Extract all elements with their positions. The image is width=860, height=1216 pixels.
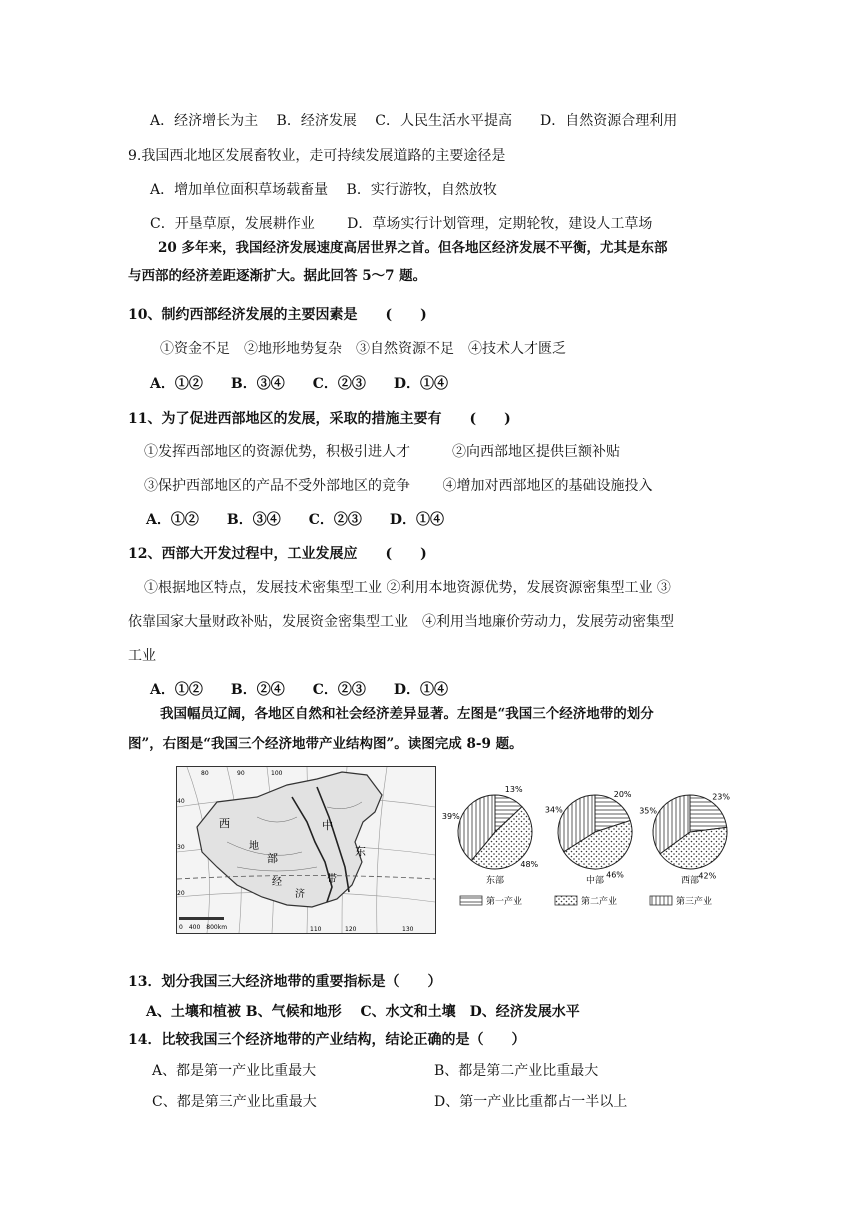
map-label-west2: 部 xyxy=(267,852,278,865)
pie-value-label-central-primary: 20% xyxy=(613,789,632,799)
q13-options: A、土壤和植被 B、气候和地形 C、水文和土壤 D、经济发展水平 xyxy=(146,1004,580,1020)
passage2-line-2: 图”，右图是“我国三个经济地带产业结构图”。读图完成 8-9 题。 xyxy=(128,736,523,752)
pie-name-east: 东部 xyxy=(485,876,505,886)
pie-value-label-east-secondary: 48% xyxy=(520,860,539,870)
q8-options: A．经济增长为主 B．经济发展 C．人民生活水平提高 D．自然资源合理利用 xyxy=(150,113,678,129)
q12-items-2: 依靠国家大量财政补贴，发展资金密集型工业 ④利用当地廉价劳动力，发展劳动密集型 xyxy=(128,614,674,630)
pie-name-central: 中部 xyxy=(585,876,605,886)
pie-name-west: 西部 xyxy=(680,876,700,886)
legend-swatch-secondary xyxy=(555,896,577,905)
map-label-ji: 济 xyxy=(295,889,305,900)
q11-options: A．①② B．③④ C．②③ D．①④ xyxy=(146,512,444,528)
q14-option-b: B、都是第二产业比重最大 xyxy=(434,1063,599,1079)
pie-value-label-west-tertiary: 35% xyxy=(639,806,658,816)
q12-items-1: ①根据地区特点，发展技术密集型工业 ②利用本地资源优势，发展资源密集型工业 ③ xyxy=(144,580,671,596)
map-tick-lat-40: 40 xyxy=(177,798,185,805)
map-tick-lon-80: 80 xyxy=(201,770,209,777)
map-label-jing: 经 xyxy=(272,877,282,888)
pie-charts-svg xyxy=(441,780,740,920)
q9-stem: 9.我国西北地区发展畜牧业，走可持续发展道路的主要途径是 xyxy=(128,148,506,164)
passage-line-2: 与西部的经济差距逐渐扩大。据此回答 5～7 题。 xyxy=(128,268,427,284)
passage-line-1: 20 多年来，我国经济发展速度高居世界之首。但各地区经济发展不平衡，尤其是东部 xyxy=(158,240,668,256)
map-label-dai: 带 xyxy=(327,874,337,885)
passage2-line-1: 我国幅员辽阔，各地区自然和社会经济差异显著。左图是“我国三个经济地带的划分 xyxy=(160,706,654,722)
q10-items: ①资金不足 ②地形地势复杂 ③自然资源不足 ④技术人才匮乏 xyxy=(160,341,566,357)
q9-options-ab: A．增加单位面积草场载畜量 B．实行游牧，自然放牧 xyxy=(150,182,497,198)
map-tick-lon-100: 100 xyxy=(271,770,283,777)
pie-value-label-east-tertiary: 39% xyxy=(441,812,460,822)
q14-stem: 14．比较我国三个经济地带的产业结构，结论正确的是（ ） xyxy=(128,1032,526,1048)
pie-value-label-central-tertiary: 34% xyxy=(544,805,563,815)
q11-items-1: ①发挥西部地区的资源优势，积极引进人才 ②向西部地区提供巨额补贴 xyxy=(144,444,620,460)
map-label-di: 地 xyxy=(249,841,259,852)
q9-options-cd: C．开垦草原，发展耕作业 D．草场实行计划管理，定期轮牧，建设人工草场 xyxy=(150,216,653,232)
map-svg xyxy=(177,767,435,933)
pie-value-label-central-secondary: 46% xyxy=(606,870,624,880)
map-tick-lon-130: 130 xyxy=(402,926,414,933)
q10-stem: 10、制约西部经济发展的主要因素是 ( ) xyxy=(128,307,427,323)
q12-options: A．①② B．②④ C．②③ D．①④ xyxy=(150,682,448,698)
map-tick-lon-110: 110 xyxy=(310,926,322,933)
map-scale: 0 400 800km xyxy=(179,924,228,931)
q11-stem: 11、为了促进西部地区的发展，采取的措施主要有 ( ) xyxy=(128,411,511,427)
map-tick-lon-120: 120 xyxy=(345,926,357,933)
map-label-central: 中 xyxy=(322,819,333,832)
q12-items-3: 工业 xyxy=(128,648,156,664)
pie-value-label-west-primary: 23% xyxy=(712,792,730,802)
pie-value-label-west-secondary: 42% xyxy=(698,871,717,881)
legend-label-primary: 第一产业 xyxy=(486,897,523,907)
legend-label-tertiary: 第三产业 xyxy=(676,897,713,907)
economic-zones-map xyxy=(176,766,436,934)
q12-stem: 12、西部大开发过程中，工业发展应 ( ) xyxy=(128,546,427,562)
map-label-west1: 西 xyxy=(219,817,230,830)
q10-options: A．①② B．③④ C．②③ D．①④ xyxy=(150,376,448,392)
q11-items-2: ③保护西部地区的产品不受外部地区的竞争 ④增加对西部地区的基础设施投入 xyxy=(144,478,653,494)
map-tick-lat-30: 30 xyxy=(177,844,185,851)
legend-swatch-primary xyxy=(460,896,482,905)
q14-option-c: C、都是第三产业比重最大 xyxy=(152,1094,317,1110)
pie-value-label-east-primary: 13% xyxy=(504,784,523,794)
q14-option-d: D、第一产业比重都占一半以上 xyxy=(434,1094,628,1110)
legend-swatch-tertiary xyxy=(650,896,672,905)
industry-structure-charts xyxy=(441,780,740,920)
map-label-east: 东 xyxy=(355,845,366,858)
q13-stem: 13．划分我国三大经济地带的重要指标是（ ） xyxy=(128,974,442,990)
q14-option-a: A、都是第一产业比重最大 xyxy=(152,1063,317,1079)
map-tick-lon-90: 90 xyxy=(237,770,245,777)
legend-label-secondary: 第二产业 xyxy=(581,897,618,907)
map-tick-lat-20: 20 xyxy=(177,890,185,897)
